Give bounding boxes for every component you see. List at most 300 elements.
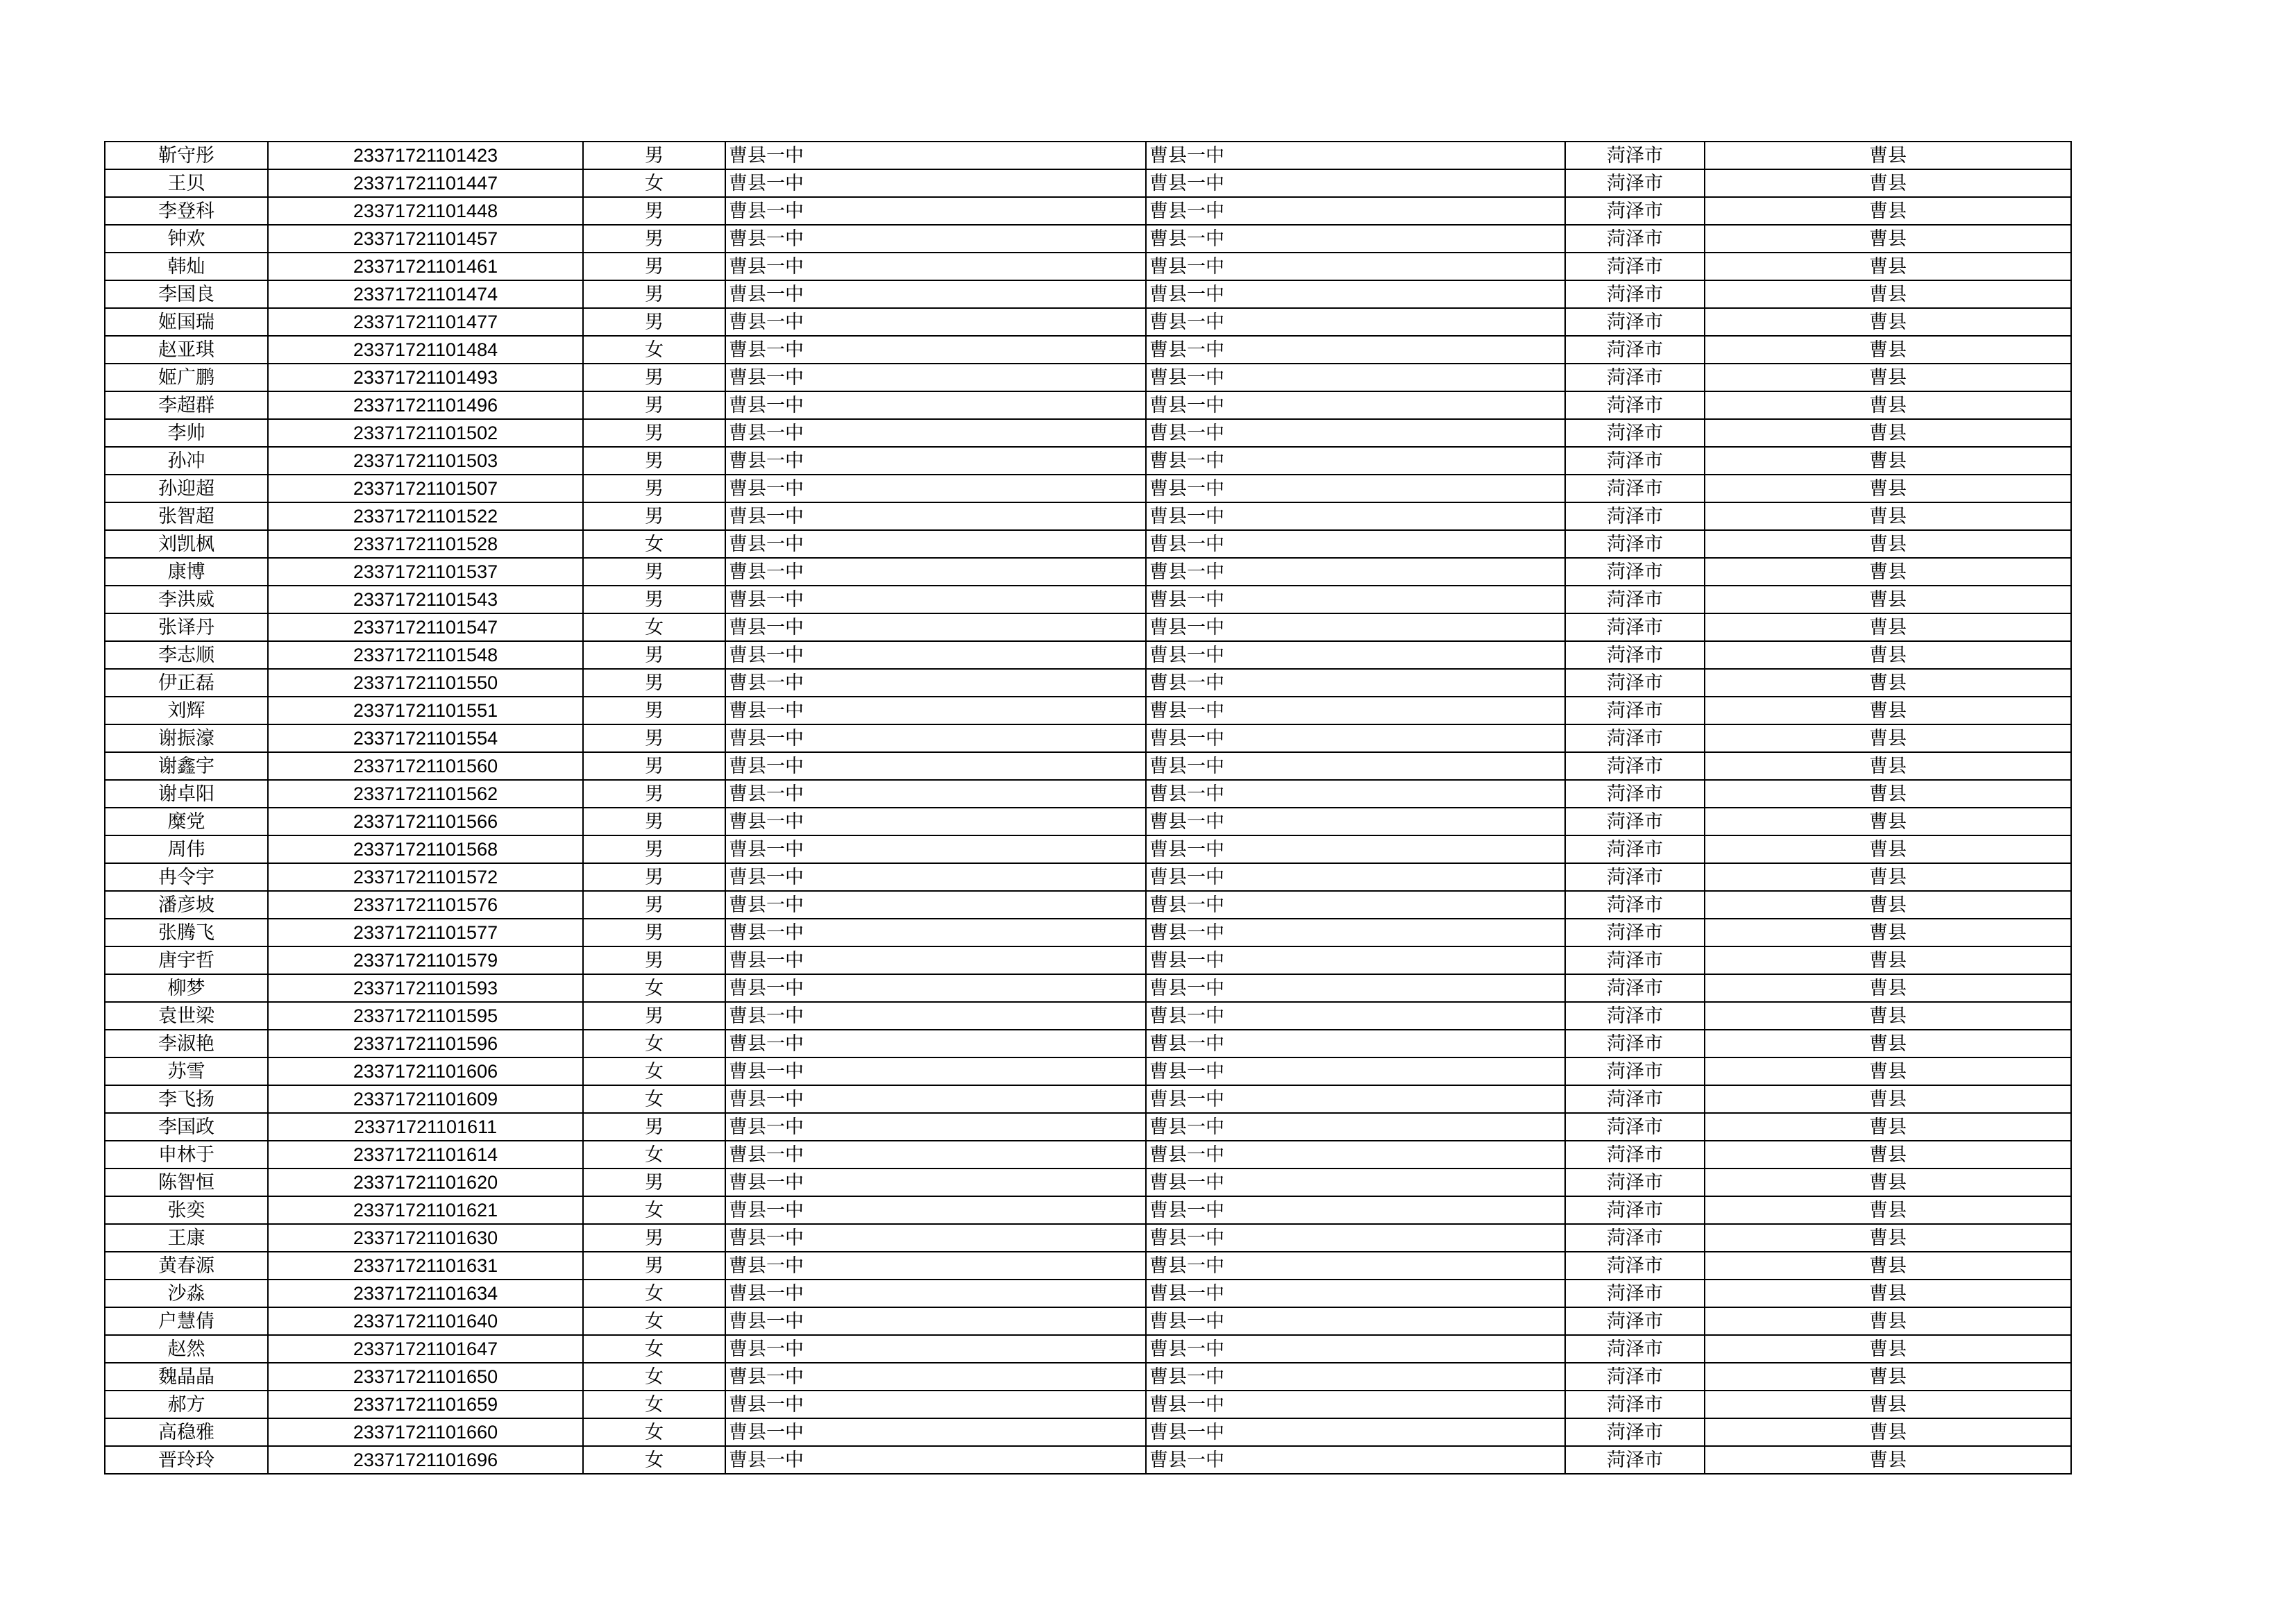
name-cell: 孙冲 (105, 447, 268, 475)
school-cell: 曹县一中 (725, 919, 1146, 946)
gender-cell: 女 (583, 974, 725, 1002)
school-cell: 曹县一中 (725, 364, 1146, 391)
table-row (105, 1391, 2071, 1418)
name-cell: 谢振濠 (105, 724, 268, 752)
table-row (105, 946, 2071, 974)
gender-cell: 男 (583, 419, 725, 447)
school-cell: 曹县一中 (725, 280, 1146, 308)
table-row (105, 669, 2071, 697)
school-cell: 曹县一中 (725, 835, 1146, 863)
name-cell: 孙迎超 (105, 475, 268, 502)
admitted-school-cell: 曹县一中 (1146, 530, 1565, 558)
exam-number-cell: 23371721101596 (268, 1030, 583, 1057)
admitted-school-cell: 曹县一中 (1146, 613, 1565, 641)
admitted-school-cell: 曹县一中 (1146, 1446, 1565, 1474)
gender-cell: 女 (583, 530, 725, 558)
admitted-school-cell: 曹县一中 (1146, 1224, 1565, 1252)
exam-number-cell: 23371721101528 (268, 530, 583, 558)
school-cell: 曹县一中 (725, 475, 1146, 502)
county-cell: 曹县 (1705, 1141, 2071, 1169)
county-cell: 曹县 (1705, 169, 2071, 197)
gender-cell: 男 (583, 1224, 725, 1252)
gender-cell: 男 (583, 1169, 725, 1196)
admitted-school-cell: 曹县一中 (1146, 1141, 1565, 1169)
exam-number-cell: 23371721101606 (268, 1057, 583, 1085)
school-cell: 曹县一中 (725, 169, 1146, 197)
school-cell: 曹县一中 (725, 697, 1146, 724)
county-cell: 曹县 (1705, 891, 2071, 919)
gender-cell: 女 (583, 1446, 725, 1474)
school-cell: 曹县一中 (725, 641, 1146, 669)
exam-number-cell: 23371721101593 (268, 974, 583, 1002)
county-cell: 曹县 (1705, 586, 2071, 613)
city-cell: 菏泽市 (1565, 586, 1705, 613)
city-cell: 菏泽市 (1565, 502, 1705, 530)
school-cell: 曹县一中 (725, 1418, 1146, 1446)
county-cell: 曹县 (1705, 1196, 2071, 1224)
gender-cell: 男 (583, 142, 725, 169)
gender-cell: 男 (583, 280, 725, 308)
name-cell: 伊正磊 (105, 669, 268, 697)
admitted-school-cell: 曹县一中 (1146, 558, 1565, 586)
gender-cell: 男 (583, 752, 725, 780)
gender-cell: 男 (583, 308, 725, 336)
gender-cell: 女 (583, 1196, 725, 1224)
admitted-school-cell: 曹县一中 (1146, 1196, 1565, 1224)
name-cell: 刘凯枫 (105, 530, 268, 558)
exam-number-cell: 23371721101543 (268, 586, 583, 613)
admitted-school-cell: 曹县一中 (1146, 1391, 1565, 1418)
school-cell: 曹县一中 (725, 1141, 1146, 1169)
exam-number-cell: 23371721101423 (268, 142, 583, 169)
admitted-school-cell: 曹县一中 (1146, 253, 1565, 280)
city-cell: 菏泽市 (1565, 475, 1705, 502)
exam-number-cell: 23371721101474 (268, 280, 583, 308)
school-cell: 曹县一中 (725, 1224, 1146, 1252)
city-cell: 菏泽市 (1565, 1030, 1705, 1057)
name-cell: 周伟 (105, 835, 268, 863)
county-cell: 曹县 (1705, 391, 2071, 419)
table-row (105, 586, 2071, 613)
admitted-school-cell: 曹县一中 (1146, 391, 1565, 419)
exam-number-cell: 23371721101551 (268, 697, 583, 724)
name-cell: 张腾飞 (105, 919, 268, 946)
gender-cell: 男 (583, 391, 725, 419)
city-cell: 菏泽市 (1565, 142, 1705, 169)
city-cell: 菏泽市 (1565, 558, 1705, 586)
exam-number-cell: 23371721101595 (268, 1002, 583, 1030)
city-cell: 菏泽市 (1565, 1057, 1705, 1085)
city-cell: 菏泽市 (1565, 974, 1705, 1002)
county-cell: 曹县 (1705, 669, 2071, 697)
school-cell: 曹县一中 (725, 891, 1146, 919)
table-row (105, 530, 2071, 558)
gender-cell: 男 (583, 863, 725, 891)
city-cell: 菏泽市 (1565, 1224, 1705, 1252)
gender-cell: 女 (583, 1391, 725, 1418)
school-cell: 曹县一中 (725, 1057, 1146, 1085)
gender-cell: 女 (583, 169, 725, 197)
name-cell: 张奕 (105, 1196, 268, 1224)
county-cell: 曹县 (1705, 558, 2071, 586)
school-cell: 曹县一中 (725, 558, 1146, 586)
school-cell: 曹县一中 (725, 419, 1146, 447)
name-cell: 李志顺 (105, 641, 268, 669)
name-cell: 赵然 (105, 1335, 268, 1363)
city-cell: 菏泽市 (1565, 863, 1705, 891)
admitted-school-cell: 曹县一中 (1146, 419, 1565, 447)
table-row (105, 891, 2071, 919)
school-cell: 曹县一中 (725, 752, 1146, 780)
admitted-school-cell: 曹县一中 (1146, 946, 1565, 974)
admitted-school-cell: 曹县一中 (1146, 1307, 1565, 1335)
gender-cell: 男 (583, 558, 725, 586)
name-cell: 李洪威 (105, 586, 268, 613)
gender-cell: 女 (583, 1141, 725, 1169)
name-cell: 郝方 (105, 1391, 268, 1418)
school-cell: 曹县一中 (725, 1196, 1146, 1224)
admitted-school-cell: 曹县一中 (1146, 502, 1565, 530)
exam-number-cell: 23371721101548 (268, 641, 583, 669)
exam-number-cell: 23371721101630 (268, 1224, 583, 1252)
name-cell: 赵亚琪 (105, 336, 268, 364)
name-cell: 张智超 (105, 502, 268, 530)
county-cell: 曹县 (1705, 1030, 2071, 1057)
exam-number-cell: 23371721101609 (268, 1085, 583, 1113)
county-cell: 曹县 (1705, 1224, 2071, 1252)
admitted-school-cell: 曹县一中 (1146, 197, 1565, 225)
name-cell: 姬广鹏 (105, 364, 268, 391)
city-cell: 菏泽市 (1565, 1196, 1705, 1224)
name-cell: 申林于 (105, 1141, 268, 1169)
county-cell: 曹县 (1705, 919, 2071, 946)
table-row (105, 697, 2071, 724)
gender-cell: 女 (583, 1085, 725, 1113)
table-row (105, 1252, 2071, 1280)
table-row (105, 641, 2071, 669)
city-cell: 菏泽市 (1565, 1002, 1705, 1030)
exam-number-cell: 23371721101577 (268, 919, 583, 946)
county-cell: 曹县 (1705, 419, 2071, 447)
name-cell: 冉令宇 (105, 863, 268, 891)
city-cell: 菏泽市 (1565, 1335, 1705, 1363)
city-cell: 菏泽市 (1565, 1085, 1705, 1113)
school-cell: 曹县一中 (725, 946, 1146, 974)
table-row (105, 1085, 2071, 1113)
county-cell: 曹县 (1705, 336, 2071, 364)
table-row (105, 280, 2071, 308)
county-cell: 曹县 (1705, 724, 2071, 752)
student-table (104, 141, 2072, 1475)
exam-number-cell: 23371721101503 (268, 447, 583, 475)
city-cell: 菏泽市 (1565, 946, 1705, 974)
table-row (105, 336, 2071, 364)
gender-cell: 女 (583, 1030, 725, 1057)
city-cell: 菏泽市 (1565, 835, 1705, 863)
admitted-school-cell: 曹县一中 (1146, 1280, 1565, 1307)
school-cell: 曹县一中 (725, 391, 1146, 419)
school-cell: 曹县一中 (725, 863, 1146, 891)
school-cell: 曹县一中 (725, 780, 1146, 808)
admitted-school-cell: 曹县一中 (1146, 1085, 1565, 1113)
gender-cell: 男 (583, 364, 725, 391)
city-cell: 菏泽市 (1565, 697, 1705, 724)
exam-number-cell: 23371721101611 (268, 1113, 583, 1141)
school-cell: 曹县一中 (725, 142, 1146, 169)
gender-cell: 女 (583, 1057, 725, 1085)
county-cell: 曹县 (1705, 863, 2071, 891)
gender-cell: 女 (583, 1335, 725, 1363)
school-cell: 曹县一中 (725, 1280, 1146, 1307)
city-cell: 菏泽市 (1565, 613, 1705, 641)
name-cell: 刘辉 (105, 697, 268, 724)
admitted-school-cell: 曹县一中 (1146, 336, 1565, 364)
name-cell: 唐宇哲 (105, 946, 268, 974)
admitted-school-cell: 曹县一中 (1146, 364, 1565, 391)
county-cell: 曹县 (1705, 752, 2071, 780)
gender-cell: 男 (583, 835, 725, 863)
school-cell: 曹县一中 (725, 1307, 1146, 1335)
name-cell: 袁世梁 (105, 1002, 268, 1030)
gender-cell: 男 (583, 697, 725, 724)
county-cell: 曹县 (1705, 253, 2071, 280)
table-row (105, 1113, 2071, 1141)
gender-cell: 男 (583, 197, 725, 225)
admitted-school-cell: 曹县一中 (1146, 863, 1565, 891)
exam-number-cell: 23371721101568 (268, 835, 583, 863)
city-cell: 菏泽市 (1565, 1113, 1705, 1141)
name-cell: 钟欢 (105, 225, 268, 253)
table-row (105, 1002, 2071, 1030)
admitted-school-cell: 曹县一中 (1146, 142, 1565, 169)
school-cell: 曹县一中 (725, 1335, 1146, 1363)
table-row (105, 1335, 2071, 1363)
county-cell: 曹县 (1705, 308, 2071, 336)
school-cell: 曹县一中 (725, 1363, 1146, 1391)
county-cell: 曹县 (1705, 641, 2071, 669)
admitted-school-cell: 曹县一中 (1146, 280, 1565, 308)
city-cell: 菏泽市 (1565, 1307, 1705, 1335)
table-row (105, 419, 2071, 447)
school-cell: 曹县一中 (725, 586, 1146, 613)
city-cell: 菏泽市 (1565, 891, 1705, 919)
city-cell: 菏泽市 (1565, 308, 1705, 336)
county-cell: 曹县 (1705, 530, 2071, 558)
admitted-school-cell: 曹县一中 (1146, 835, 1565, 863)
county-cell: 曹县 (1705, 225, 2071, 253)
name-cell: 黄春源 (105, 1252, 268, 1280)
gender-cell: 男 (583, 1002, 725, 1030)
county-cell: 曹县 (1705, 1252, 2071, 1280)
admitted-school-cell: 曹县一中 (1146, 669, 1565, 697)
exam-number-cell: 23371721101547 (268, 613, 583, 641)
exam-number-cell: 23371721101566 (268, 808, 583, 835)
table-row (105, 780, 2071, 808)
exam-number-cell: 23371721101640 (268, 1307, 583, 1335)
city-cell: 菏泽市 (1565, 1169, 1705, 1196)
school-cell: 曹县一中 (725, 613, 1146, 641)
exam-number-cell: 23371721101634 (268, 1280, 583, 1307)
school-cell: 曹县一中 (725, 808, 1146, 835)
table-row (105, 447, 2071, 475)
county-cell: 曹县 (1705, 1002, 2071, 1030)
admitted-school-cell: 曹县一中 (1146, 169, 1565, 197)
name-cell: 张译丹 (105, 613, 268, 641)
school-cell: 曹县一中 (725, 1446, 1146, 1474)
table-row (105, 1446, 2071, 1474)
table-row (105, 1418, 2071, 1446)
name-cell: 糜党 (105, 808, 268, 835)
name-cell: 陈智恒 (105, 1169, 268, 1196)
gender-cell: 男 (583, 724, 725, 752)
school-cell: 曹县一中 (725, 1113, 1146, 1141)
county-cell: 曹县 (1705, 1169, 2071, 1196)
county-cell: 曹县 (1705, 1335, 2071, 1363)
city-cell: 菏泽市 (1565, 1363, 1705, 1391)
gender-cell: 女 (583, 1363, 725, 1391)
name-cell: 苏雪 (105, 1057, 268, 1085)
name-cell: 魏晶晶 (105, 1363, 268, 1391)
admitted-school-cell: 曹县一中 (1146, 919, 1565, 946)
exam-number-cell: 23371721101696 (268, 1446, 583, 1474)
admitted-school-cell: 曹县一中 (1146, 891, 1565, 919)
county-cell: 曹县 (1705, 1446, 2071, 1474)
table-row (105, 558, 2071, 586)
exam-number-cell: 23371721101522 (268, 502, 583, 530)
school-cell: 曹县一中 (725, 502, 1146, 530)
exam-number-cell: 23371721101554 (268, 724, 583, 752)
admitted-school-cell: 曹县一中 (1146, 974, 1565, 1002)
city-cell: 菏泽市 (1565, 1141, 1705, 1169)
gender-cell: 男 (583, 1252, 725, 1280)
county-cell: 曹县 (1705, 197, 2071, 225)
exam-number-cell: 23371721101579 (268, 946, 583, 974)
county-cell: 曹县 (1705, 280, 2071, 308)
admitted-school-cell: 曹县一中 (1146, 1252, 1565, 1280)
city-cell: 菏泽市 (1565, 530, 1705, 558)
exam-number-cell: 23371721101560 (268, 752, 583, 780)
name-cell: 高稳雅 (105, 1418, 268, 1446)
gender-cell: 男 (583, 808, 725, 835)
table-row (105, 169, 2071, 197)
city-cell: 菏泽市 (1565, 169, 1705, 197)
school-cell: 曹县一中 (725, 1391, 1146, 1418)
gender-cell: 男 (583, 253, 725, 280)
table-row (105, 1363, 2071, 1391)
name-cell: 李淑艳 (105, 1030, 268, 1057)
exam-number-cell: 23371721101484 (268, 336, 583, 364)
admitted-school-cell: 曹县一中 (1146, 1169, 1565, 1196)
name-cell: 韩灿 (105, 253, 268, 280)
county-cell: 曹县 (1705, 1363, 2071, 1391)
exam-number-cell: 23371721101457 (268, 225, 583, 253)
name-cell: 晋玲玲 (105, 1446, 268, 1474)
name-cell: 王康 (105, 1224, 268, 1252)
gender-cell: 女 (583, 1307, 725, 1335)
admitted-school-cell: 曹县一中 (1146, 1363, 1565, 1391)
student-table-body (105, 142, 2071, 1474)
exam-number-cell: 23371721101537 (268, 558, 583, 586)
city-cell: 菏泽市 (1565, 919, 1705, 946)
city-cell: 菏泽市 (1565, 1391, 1705, 1418)
name-cell: 李登科 (105, 197, 268, 225)
exam-number-cell: 23371721101576 (268, 891, 583, 919)
admitted-school-cell: 曹县一中 (1146, 1418, 1565, 1446)
admitted-school-cell: 曹县一中 (1146, 475, 1565, 502)
exam-number-cell: 23371721101461 (268, 253, 583, 280)
gender-cell: 男 (583, 891, 725, 919)
admitted-school-cell: 曹县一中 (1146, 1030, 1565, 1057)
county-cell: 曹县 (1705, 697, 2071, 724)
name-cell: 谢卓阳 (105, 780, 268, 808)
table-row (105, 502, 2071, 530)
name-cell: 户慧倩 (105, 1307, 268, 1335)
school-cell: 曹县一中 (725, 724, 1146, 752)
city-cell: 菏泽市 (1565, 808, 1705, 835)
gender-cell: 男 (583, 780, 725, 808)
school-cell: 曹县一中 (725, 669, 1146, 697)
gender-cell: 女 (583, 1418, 725, 1446)
exam-number-cell: 23371721101631 (268, 1252, 583, 1280)
table-row (105, 808, 2071, 835)
exam-number-cell: 23371721101660 (268, 1418, 583, 1446)
county-cell: 曹县 (1705, 613, 2071, 641)
city-cell: 菏泽市 (1565, 780, 1705, 808)
county-cell: 曹县 (1705, 1307, 2071, 1335)
city-cell: 菏泽市 (1565, 447, 1705, 475)
exam-number-cell: 23371721101614 (268, 1141, 583, 1169)
table-row (105, 253, 2071, 280)
gender-cell: 男 (583, 919, 725, 946)
admitted-school-cell: 曹县一中 (1146, 752, 1565, 780)
school-cell: 曹县一中 (725, 253, 1146, 280)
county-cell: 曹县 (1705, 1280, 2071, 1307)
table-row (105, 475, 2071, 502)
county-cell: 曹县 (1705, 364, 2071, 391)
county-cell: 曹县 (1705, 974, 2071, 1002)
county-cell: 曹县 (1705, 946, 2071, 974)
admitted-school-cell: 曹县一中 (1146, 780, 1565, 808)
city-cell: 菏泽市 (1565, 1252, 1705, 1280)
name-cell: 谢鑫宇 (105, 752, 268, 780)
city-cell: 菏泽市 (1565, 391, 1705, 419)
table-row (105, 835, 2071, 863)
city-cell: 菏泽市 (1565, 197, 1705, 225)
table-row (105, 364, 2071, 391)
admitted-school-cell: 曹县一中 (1146, 225, 1565, 253)
gender-cell: 男 (583, 225, 725, 253)
exam-number-cell: 23371721101477 (268, 308, 583, 336)
table-row (105, 391, 2071, 419)
city-cell: 菏泽市 (1565, 280, 1705, 308)
gender-cell: 男 (583, 475, 725, 502)
table-row (105, 1280, 2071, 1307)
admitted-school-cell: 曹县一中 (1146, 1335, 1565, 1363)
table-row (105, 919, 2071, 946)
admitted-school-cell: 曹县一中 (1146, 308, 1565, 336)
county-cell: 曹县 (1705, 1391, 2071, 1418)
city-cell: 菏泽市 (1565, 364, 1705, 391)
exam-number-cell: 23371721101493 (268, 364, 583, 391)
name-cell: 李超群 (105, 391, 268, 419)
county-cell: 曹县 (1705, 1418, 2071, 1446)
county-cell: 曹县 (1705, 447, 2071, 475)
table-row (105, 1224, 2071, 1252)
city-cell: 菏泽市 (1565, 1280, 1705, 1307)
name-cell: 康博 (105, 558, 268, 586)
school-cell: 曹县一中 (725, 974, 1146, 1002)
name-cell: 李帅 (105, 419, 268, 447)
